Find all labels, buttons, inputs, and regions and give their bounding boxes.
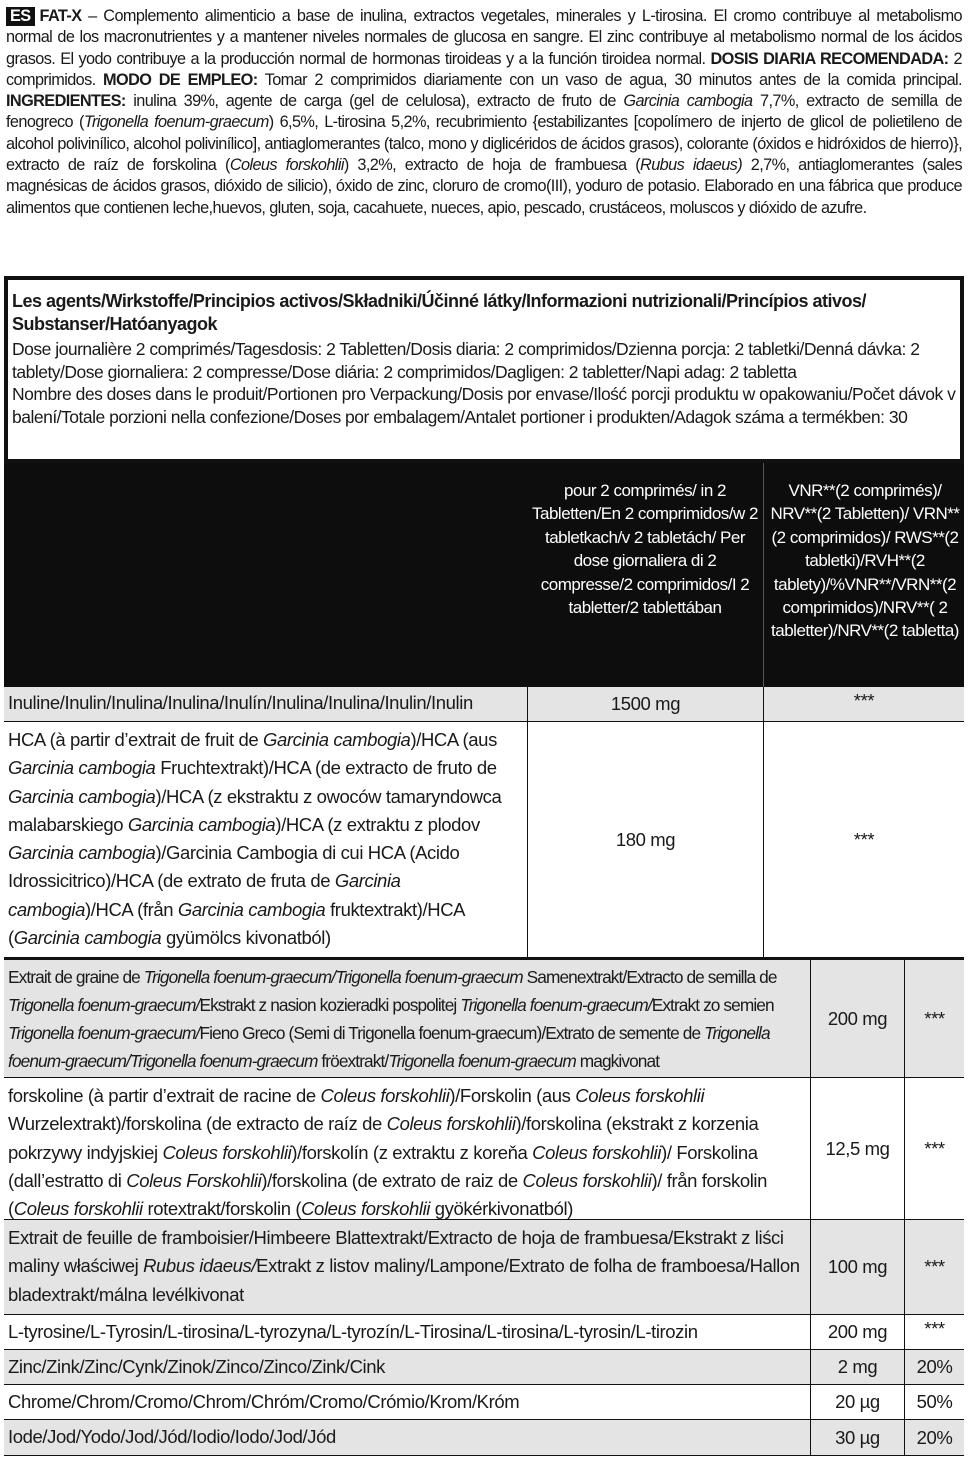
ingredient-name-italic: Trigonella foenum-graecum [388,1051,576,1071]
es-dose-text: 2 comprimidos. [6,49,962,89]
ingredient-amount: 180 mg [527,722,763,957]
ingredient-amount: 30 µg [810,1420,904,1455]
es-ingredients-text: ) 6,5%, L-tirosina 5,2%, recubrimiento {estabilizantes [copolímero de injerto de glicol de polietileno de alcohol polivinílico, alcohol polivinílico], antiaglomerantes (talco, mono y diglicéridos de ácidos grasos), colorante (óxidos e hidróxidos de hierro)}, extracto de raíz de forskolina ( [6,113,962,175]
daily-dose-line: Dose journalière 2 comprimés/Tagesdosis: 2 Tabletten/Dosis diaria: 2 comprimidos/Dzienna porcja: 2 tabletki/Denná dávka: 2 tablety/Dose giornaliera: 2 compresse/Dose diária: 2 comprimidos/Dagligen: 2 tabletter/Napi adag: 2 tabletta [12,339,920,382]
table-row [4,1350,964,1385]
ingredient-name-part: forskoline (à partir d’extrait de racine de [8,1085,321,1106]
es-dose-label: DOSIS DIARIA RECOMENDADA: [710,49,949,68]
ingredient-name-part: Extrait de feuille de framboisier/Himbeere Blattextrakt/Extracto de hoja de frambuesa/Ekstrakt z liści maliny właściwej [8,1227,784,1277]
es-mode-text: Tomar 2 comprimidos diariamente con un vaso de agua, 30 minutos antes de la comida principal. [264,70,962,89]
language-badge: ES [6,7,35,26]
ingredient-nrv: *** [763,722,964,957]
es-ingredients-text: inulina 39%, agente de carga (gel de celulosa), extracto de fruto de [133,92,616,111]
ingredient-name-part: fröextrakt/ [317,1051,389,1071]
ingredient-name-part: Fruchtextrakt)/HCA (de extracto de fruto de [155,757,497,779]
active-agents-box [4,276,964,463]
es-intro: – Complemento alimenticio a base de inulina, extractos vegetales, minerales y L-tirosina. El cromo contribuye al metabolismo normal de los macronutrientes y a mantener niveles normales de glucosa en sangre. El zinc contribuye al metabolismo normal de los ácidos grasos. El yodo contribuye a la producción normal de hormonas tiroideas y a la función tiroidea normal. [6,7,962,68]
ingredient-name-part: fruktextrakt)/HCA ( [8,898,465,949]
ingredient-name: Iode/Jod/Yodo/Jod/Jód/Iodio/Iodo/Jod/Jód [8,1426,336,1447]
ingredient-name: Inuline/Inulin/Inulina/Inulina/Inulín/Inulina/Inulina/Inulin/Inulin [8,692,473,713]
ingredient-name-part: )/ Forskolina (dall’estratto di [8,1141,758,1191]
ingredient-amount: 2 mg [810,1350,904,1384]
ingredient-name-italic: Garcinia cambogia [177,898,326,920]
ingredient-name-part: rotextrakt/forskolin ( [142,1198,302,1220]
ingredient-name-part: )/HCA (z extraktu z plodov [275,813,480,835]
es-ingredients-text: 2,7%, antiaglomerantes (sales magnésicas de ácidos grasos, dióxido de silicio), óxido de zinc, cloruro de cromo(III), yoduro de potasio. Elaborado en una fábrica que produce alimentos que contienen leche,huevos, gluten, soja, cacahuete, nueces, apio, pescado, crustáceos, moluscos y dióxido de azufre. [6,156,962,217]
ingredient-nrv: *** [904,1220,964,1314]
ingredient-nrv: 50% [904,1385,964,1419]
ingredient-name-part: )/HCA (från [85,898,178,920]
ingredient-name [4,960,810,1077]
ingredient-nrv: 20% [904,1420,964,1455]
ingredient-name-italic: Coleus forskohlii [532,1141,662,1163]
ingredient-name-italic: Coleus forskohlii [13,1198,143,1220]
table-row [4,722,964,958]
ingredient-name [4,1078,810,1219]
es-ingredients-label: INGREDIENTES: [6,92,126,111]
ingredient-nrv: *** [904,960,964,1077]
ingredient-amount: 200 mg [810,1315,904,1349]
ingredient-name-part: )/HCA (aus [410,729,497,750]
table-row [4,1385,964,1420]
ingredient-name-italic: Garcinia cambogia [127,813,276,835]
ingredient-name-italic: Garcinia cambogia [263,729,411,750]
ingredient-name-part: )/Forskolin (aus [449,1085,576,1106]
ingredient-name [4,722,527,957]
ingredient-nrv: 20% [904,1350,964,1384]
ingredient-name-part: )/forskolina (ekstrakt z korzenia pokrzywy indyjskiej [8,1113,759,1163]
ingredient-name-part: gyökérkivonatból) [430,1198,573,1220]
table-row [4,1315,964,1350]
ingredient-amount: 1500 mg [527,687,763,721]
ingredient-name-part: Extrakt zo semien [651,995,774,1015]
table-row [4,1420,964,1456]
ingredient-name-italic: Garcinia cambogia [8,757,156,779]
ingredient-name-part: )/HCA (z ekstraktu z owoców tamaryndowca malabarskiego [8,785,502,835]
ingredient-name-italic: Garcinia cambogia [13,927,162,949]
ingredient-name: Chrome/Chrom/Cromo/Chrom/Chróm/Cromo/Crómio/Krom/Króm [8,1391,520,1412]
ingredient-name-italic: Coleus forskohlii [301,1198,431,1220]
table-row [4,958,964,1078]
ingredient-name-part: HCA (à partir d’extrait de fruit de [8,729,263,750]
ingredient-name-italic: Coleus forskohlii [522,1169,652,1191]
es-ingredients-text: ) 3,2%, extracto de hoja de frambuesa ( [343,156,641,175]
ingredient-name-part: Fieno Greco (Semi di Trigonella foenum-graecum)/Extrato de semente de [199,1023,705,1043]
ingredient-name-italic: Trigonella foenum-graecum/Trigonella foenum-graecum [8,1023,770,1071]
ingredient-name-italic: Trigonella foenum-graecum/ [8,1023,200,1043]
ingredient-name-part: )/ från forskolin ( [8,1169,768,1220]
ingredient-name-italic: Coleus forskohlii [575,1085,705,1106]
es-ingredients-text: 7,7%, extracto de semilla de fenogreco ( [6,92,962,132]
ingredient-amount: 20 µg [810,1385,904,1419]
table-header [4,463,964,687]
header-nrv: VNR**(2 comprimés)/ NRV**(2 Tabletten)/ VRN**(2 comprimidos)/ RWS**(2 tabletki)/RVH**(2 tablety)/%VNR**/VRN**(2 comprimidos)/NRV**( 2 tabletter)/NRV**(2 tabletta) [770,481,960,641]
agents-title: Les agents/Wirkstoffe/Principios activos/Składniki/Účinné látky/Informazioni nutrizionali/Princípios ativos/ Substanser/Hatóanyagok [12,291,867,334]
ingredient-name-italic: Coleus forskohlii [386,1113,516,1135]
ingredient-name: Zinc/Zink/Zinc/Cynk/Zinok/Zinco/Zinco/Zink/Cink [8,1356,385,1377]
ingredient-nrv: *** [904,1315,964,1349]
ingredient-amount: 12,5 mg [810,1078,904,1219]
servings-line: Nombre des doses dans le produit/Portionen pro Verpackung/Dosis por envase/Ilość porcji produktu w opakowaniu/Počet dávok v balení/Totale porzioni nella confezione/Doses por embalagem/Antalet portioner i produkten/Adagok száma a termékben: 30 [12,384,956,427]
table-row [4,1220,964,1315]
es-mode-label: MODO DE EMPLEO: [103,70,258,89]
ingredient-name-part: )/forskolín (z extraktu z koreňa [291,1141,533,1163]
ingredient-nrv: *** [763,687,964,721]
es-ingredients-italic: Coleus forskohlii [229,156,344,175]
ingredient-name-part: magkivonat [575,1051,660,1071]
header-amount: pour 2 comprimés/ in 2 Tabletten/En 2 comprimidos/w 2 tabletkach/v 2 tabletách/ Per dose giornaliera di 2 compresse/2 comprimidos/I 2 tabletter/2 tablettában [532,481,758,618]
table-row [4,1078,964,1220]
ingredient-name-italic: Rubus idaeus/ [143,1255,257,1277]
ingredient-name-italic: Garcinia cambogia [8,870,401,920]
es-ingredients-italic: Rubus idaeus) [640,156,743,175]
ingredient-name-italic: Trigonella foenum-graecum/ [8,995,200,1015]
ingredient-name-part: )/Garcinia Cambogia di cui HCA (Acido Idrossicitrico)/HCA (de extrato de fruta de [8,842,460,892]
ingredient-name-part: Samenextrakt/Extracto de semilla de [522,967,777,987]
ingredient-name-part: Extrait de graine de [8,967,144,987]
ingredient-amount: 100 mg [810,1220,904,1314]
ingredient-name [4,1220,810,1314]
es-ingredients-italic: Trigonella foenum-graecum [83,113,269,132]
ingredient-name: L-tyrosine/L-Tyrosin/L-tirosina/L-tyrozyna/L-tyrozín/L-Tirosina/L-tirosina/L-tyrosin/L-tirozin [8,1321,698,1342]
ingredient-amount: 200 mg [810,960,904,1077]
ingredient-name-part: Extrakt z listov maliny/Lampone/Extrato de folha de framboesa/Hallon bladextrakt/málna levélkivonat [8,1255,800,1305]
product-name: FAT-X [39,7,82,25]
ingredient-name-italic: Trigonella foenum-graecum/Trigonella foenum-graecum [143,967,523,987]
ingredient-nrv: *** [904,1078,964,1219]
ingredient-name-italic: Coleus Forskohlii [126,1169,262,1191]
header-divider [763,463,764,687]
ingredient-name-italic: Trigonella foenum-graecum/ [460,995,652,1015]
ingredient-name-part: Ekstrakt z nasion kozieradki pospolitej [199,995,461,1015]
ingredient-name-italic: Coleus forskohlii [162,1141,292,1163]
ingredient-name-italic: Coleus forskohlii [320,1085,450,1106]
table-row [4,687,964,722]
ingredient-name-part: Wurzelextrakt)/forskolina (de extracto de raíz de [8,1113,387,1135]
ingredient-name-part: )/forskolina (de extrato de raiz de [261,1169,523,1191]
ingredient-name-part: gyümölcs kivonatból) [161,927,331,949]
ingredient-name-italic: Garcinia cambogia [8,842,156,864]
ingredient-name-italic: Garcinia cambogia [8,785,156,807]
es-ingredients-italic: Garcinia cambogia [623,92,753,111]
spanish-description [6,6,962,219]
